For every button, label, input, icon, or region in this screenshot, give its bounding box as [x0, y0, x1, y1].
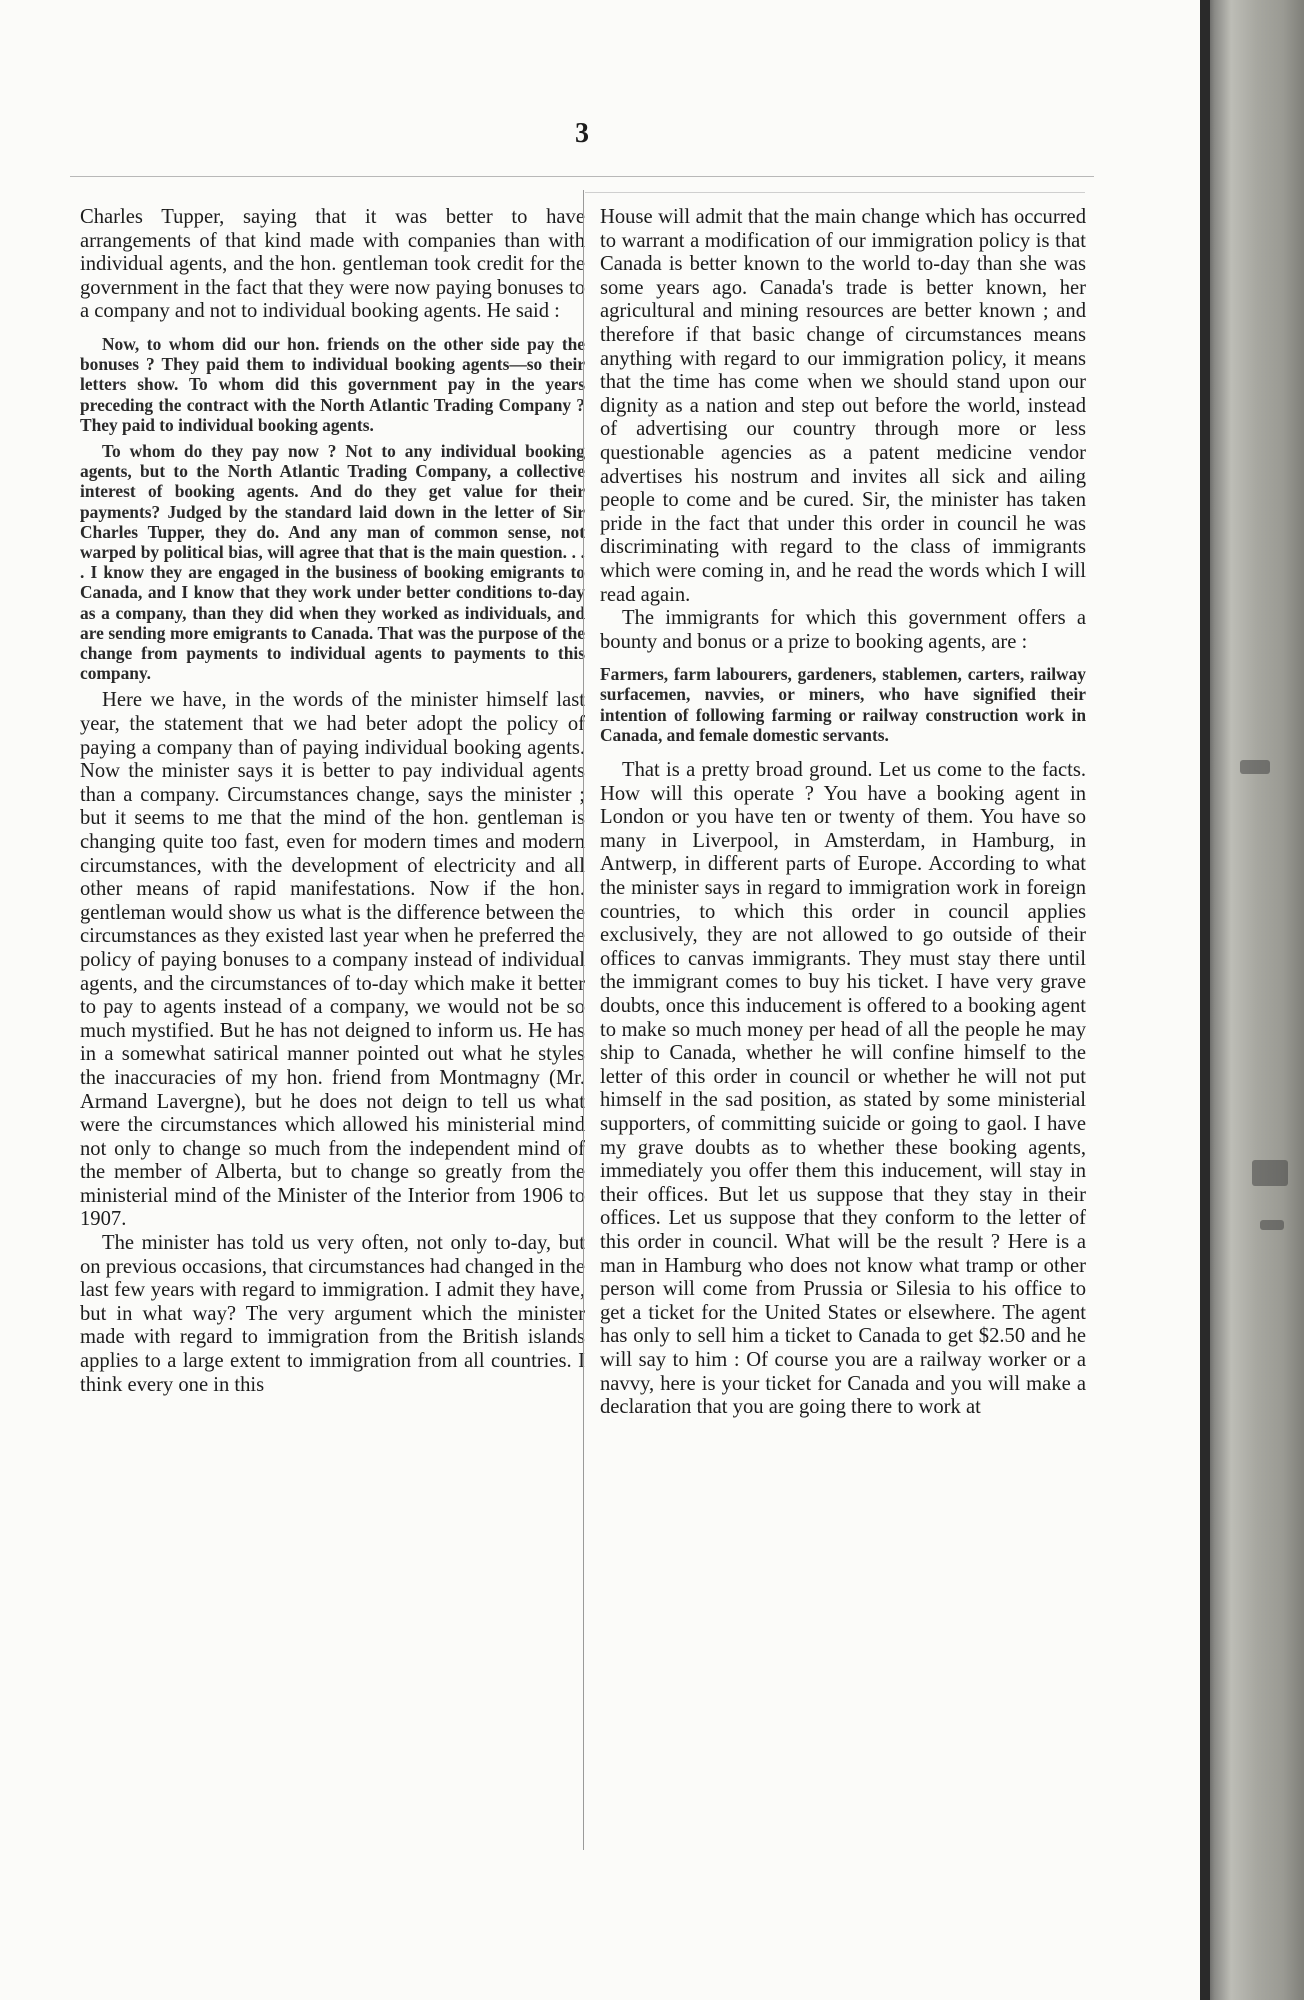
header-rule-secondary	[585, 192, 1085, 193]
header-rule	[70, 176, 1094, 177]
paragraph: Charles Tupper, saying that it was better to have arrangements of that kind made with companies than with individual agents, and the hon. gentleman took credit for the government in the fact that they were now paying bonuses to a company and not to individual booking agents. He said :	[80, 206, 585, 323]
paragraph: The minister has told us very often, not only to-day, but on previous occasions, that circumstances had changed in the last few years with regard to immigration. I admit they have, but in what way? The very argument which the minister made with regard to immigration from the British islands applies to a large extent to immigration from all countries. I think every one in this	[80, 1232, 585, 1396]
spine-edge	[1200, 0, 1210, 2000]
paragraph: House will admit that the main change which has occurred to warrant a modification of our immigration policy is that Canada is better known to the world to-day than she was some years ago. Canada's trade is better known, her agricultural and mining resources are better known ; and therefore if that basic change of circumstances means anything with regard to our immigration policy, it means that the time has come when we should stand upon our dignity as a nation and step out before the world, instead of advertising our country through more or less questionable agencies as a patent medicine vendor advertises his nostrum and invites all sick and ailing people to come and be cured. Sir, the minister has taken pride in the fact that under this order in council he was discriminating with regard to the class of immigrants which were coming in, and he read the words which I will read again.	[600, 206, 1086, 606]
spine-mark	[1240, 760, 1270, 774]
book-spine	[1200, 0, 1304, 2000]
quoted-paragraph: Farmers, farm labourers, gardeners, stablemen, carters, railway surfacemen, navvies, or miners, who have signified their intention of following farming or railway construction work in Canada, and female domestic servants.	[600, 664, 1086, 745]
right-column	[600, 206, 1086, 1420]
quoted-paragraph: To whom do they pay now ? Not to any individual booking agents, but to the North Atlantic Trading Company, a collective interest of booking agents. And do they get value for their payments? Judged by the standard laid down in the letter of Sir Charles Tupper, they do. And any man of common sense, not warped by political bias, will agree that that is the main question. . . . I know they are engaged in the business of booking emigrants to Canada, and I know that they work under better conditions to-day as a company, than they did when they worked as individuals, and are sending more emigrants to Canada. That was the purpose of the change from payments to individual agents to payments to this company.	[80, 440, 585, 684]
quoted-paragraph: Now, to whom did our hon. friends on the other side pay the bonuses ? They paid them to individual booking agents—so their letters show. To whom did this government pay in the years preceding the contract with the North Atlantic Trading Company ? They paid to individual booking agents.	[80, 333, 585, 435]
paragraph: The immigrants for which this government offers a bounty and bonus or a prize to booking agents, are :	[600, 607, 1086, 653]
paragraph: Here we have, in the words of the minister himself last year, the statement that we had beter adopt the policy of paying a company than of paying individual booking agents. Now the minister says it is better to pay individual agents than a company. Circumstances change, says the minister ; but it seems to me that the mind of the hon. gentleman is changing quite too fast, even for modern times and modern circumstances, with the development of electricity and all other means of rapid manifestations. Now if the hon. gentleman would show us what is the difference between the circumstances as they existed last year when he preferred the policy of paying bonuses to a company instead of individual agents, and the circumstances of to-day which make it better to pay to agents instead of a company, we would not be so much mystified. But he has not deigned to inform us. He has in a somewhat satirical manner pointed out what he styles the inaccuracies of my hon. friend from Montmagny (Mr. Armand Lavergne), but he does not deign to tell us what were the circumstances which allowed his ministerial mind not only to change so much from the independent mind of the member of Alberta, but to change so greatly from the ministerial mind of the Minister of the Interior from 1906 to 1907.	[80, 689, 585, 1231]
left-column	[80, 206, 585, 1397]
column-divider	[583, 190, 584, 1850]
paragraph: That is a pretty broad ground. Let us come to the facts. How will this operate ? You have a booking agent in London or you have ten or twenty of them. You have so many in Liverpool, in Amsterdam, in Hamburg, in Antwerp, in different parts of Europe. According to what the minister says in regard to immigration work in foreign countries, to which this order in council applies exclusively, they are not allowed to go outside of their offices to canvas immigrants. They must stay there until the immigrant comes to buy his ticket. I have very grave doubts, once this inducement is offered to a booking agent to make so much money per head of all the people he may ship to Canada, whether he will confine himself to the letter of this order in council or whether he will not put himself in the sad position, as stated by some ministerial supporters, of committing suicide or going to gaol. I have my grave doubts as to whether these booking agents, immediately you offer them this inducement, will stay in their offices. But let us suppose that they stay in their offices. Let us suppose that they conform to the letter of this order in council. What will be the result ? Here is a man in Hamburg who does not know what tramp or other person will come from Prussia or Silesia to his office to get a ticket for the United States or elsewhere. The agent has only to sell him a ticket to Canada to get $2.50 and he will say to him : Of course you are a railway worker or a navvy, here is your ticket for Canada and you will make a declaration that you are going there to work at	[600, 759, 1086, 1419]
spine-mark	[1252, 1160, 1288, 1186]
spine-mark	[1260, 1220, 1284, 1230]
page-number: 3	[575, 118, 589, 149]
